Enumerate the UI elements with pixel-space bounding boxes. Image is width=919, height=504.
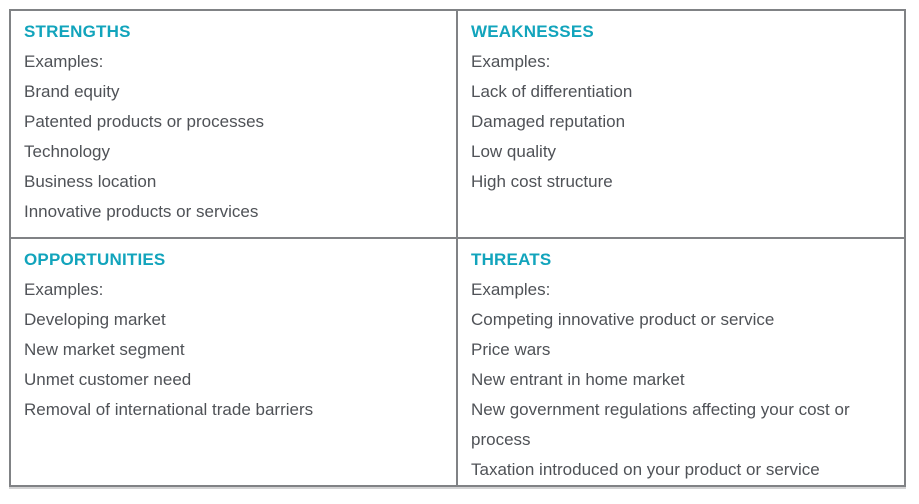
list-item: Business location bbox=[24, 172, 157, 191]
list-item: Innovative products or services bbox=[24, 202, 259, 221]
list-item: Brand equity bbox=[24, 82, 120, 101]
examples-label: Examples: bbox=[471, 280, 551, 299]
swot-matrix bbox=[9, 9, 906, 487]
quadrant-title-threats: THREATS bbox=[471, 250, 552, 269]
list-item: Competing innovative product or service bbox=[471, 310, 775, 329]
list-item: Patented products or processes bbox=[24, 112, 265, 131]
list-item: Taxation introduced on your product or service bbox=[471, 460, 820, 479]
list-item: Removal of international trade barriers bbox=[24, 400, 314, 419]
list-item: High cost structure bbox=[471, 172, 613, 191]
quadrant-threats bbox=[456, 237, 904, 485]
list-item: Damaged reputation bbox=[471, 112, 626, 131]
quadrant-title-opportunities: OPPORTUNITIES bbox=[24, 250, 166, 269]
quadrant-title-strengths: STRENGTHS bbox=[24, 22, 131, 41]
examples-label: Examples: bbox=[471, 52, 551, 71]
quadrant-opportunities bbox=[11, 237, 456, 485]
quadrant-strengths bbox=[11, 11, 456, 237]
list-item: Unmet customer need bbox=[24, 370, 192, 389]
list-item: Low quality bbox=[471, 142, 557, 161]
list-item: Developing market bbox=[24, 310, 166, 329]
list-item: New market segment bbox=[24, 340, 185, 359]
examples-label: Examples: bbox=[24, 52, 104, 71]
list-item: New entrant in home market bbox=[471, 370, 685, 389]
list-item: Lack of differentiation bbox=[471, 82, 633, 101]
list-item: New government regulations affecting your cost or process bbox=[471, 400, 850, 449]
list-item: Price wars bbox=[471, 340, 551, 359]
examples-label: Examples: bbox=[24, 280, 104, 299]
list-item: Technology bbox=[24, 142, 111, 161]
quadrant-weaknesses bbox=[456, 11, 904, 237]
quadrant-title-weaknesses: WEAKNESSES bbox=[471, 22, 594, 41]
